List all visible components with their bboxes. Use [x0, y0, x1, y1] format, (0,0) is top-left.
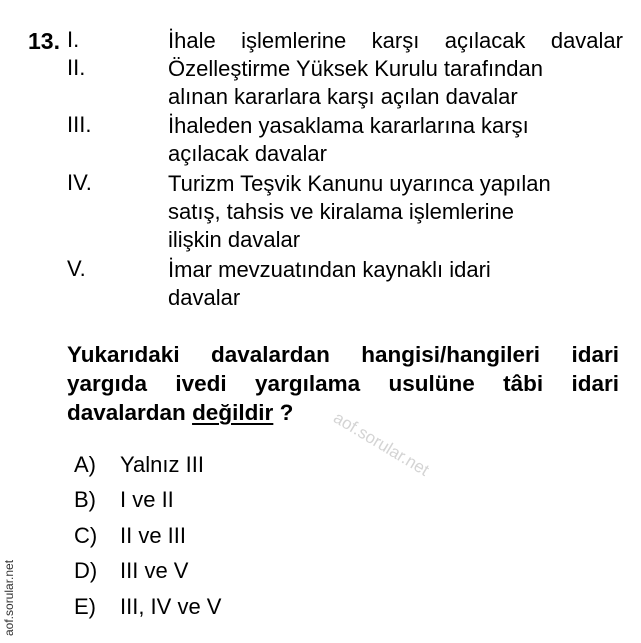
item-text-5-line-2: davalar [168, 285, 241, 310]
question-number: 13. [28, 28, 60, 54]
item-roman-3: III. [67, 112, 92, 137]
stem-emphasis-negation: değildir [192, 400, 274, 425]
option-b-letter: B) [74, 487, 96, 512]
stem-line-3-suffix: ? [273, 400, 294, 425]
diagonal-watermark: aof.sorular.net [330, 408, 433, 480]
item-text-3-line-2: açılacak davalar [168, 141, 327, 166]
item-text-4-line-2: satış, tahsis ve kiralama işlemlerine [168, 199, 515, 224]
item-roman-2: II. [67, 55, 86, 80]
option-d[interactable] [74, 558, 188, 584]
option-d-letter: D) [74, 558, 98, 583]
stem-line-2: yargıda ivedi yargılama usulüne tâbi idari [67, 371, 619, 396]
option-a-text: Yalnız III [120, 452, 204, 477]
side-watermark: aof.sorular.net [2, 559, 16, 636]
item-text-1-line-1: İhale işlemlerine karşı açılacak davalar [168, 28, 623, 53]
item-roman-1: I. [67, 27, 80, 52]
option-c[interactable] [74, 523, 186, 549]
option-d-text: III ve V [120, 558, 189, 583]
option-e-letter: E) [74, 594, 96, 619]
option-a[interactable] [74, 452, 204, 478]
option-c-text: II ve III [120, 523, 187, 548]
option-c-letter: C) [74, 523, 98, 548]
item-text-4-line-1: Turizm Teşvik Kanunu uyarınca yapılan [168, 171, 551, 196]
option-b[interactable] [74, 487, 174, 513]
stem-line-1: Yukarıdaki davalardan hangisi/hangileri idari [67, 342, 619, 367]
item-text-4-line-3: ilişkin davalar [168, 227, 301, 252]
item-text-5-line-1: İmar mevzuatından kaynaklı idari [168, 257, 491, 282]
item-roman-4: IV. [67, 170, 92, 195]
option-e[interactable] [74, 594, 221, 620]
item-text-2-line-2: alınan kararlara karşı açılan davalar [168, 84, 518, 109]
option-b-text: I ve II [120, 487, 174, 512]
option-a-letter: A) [74, 452, 96, 477]
stem-line-3-prefix: davalardan [67, 400, 193, 425]
item-text-3-line-1: İhaleden yasaklama kararlarına karşı [168, 113, 529, 138]
item-text-2-line-1: Özelleştirme Yüksek Kurulu tarafından [168, 56, 543, 81]
option-e-text: III, IV ve V [120, 594, 222, 619]
item-roman-5: V. [67, 256, 86, 281]
